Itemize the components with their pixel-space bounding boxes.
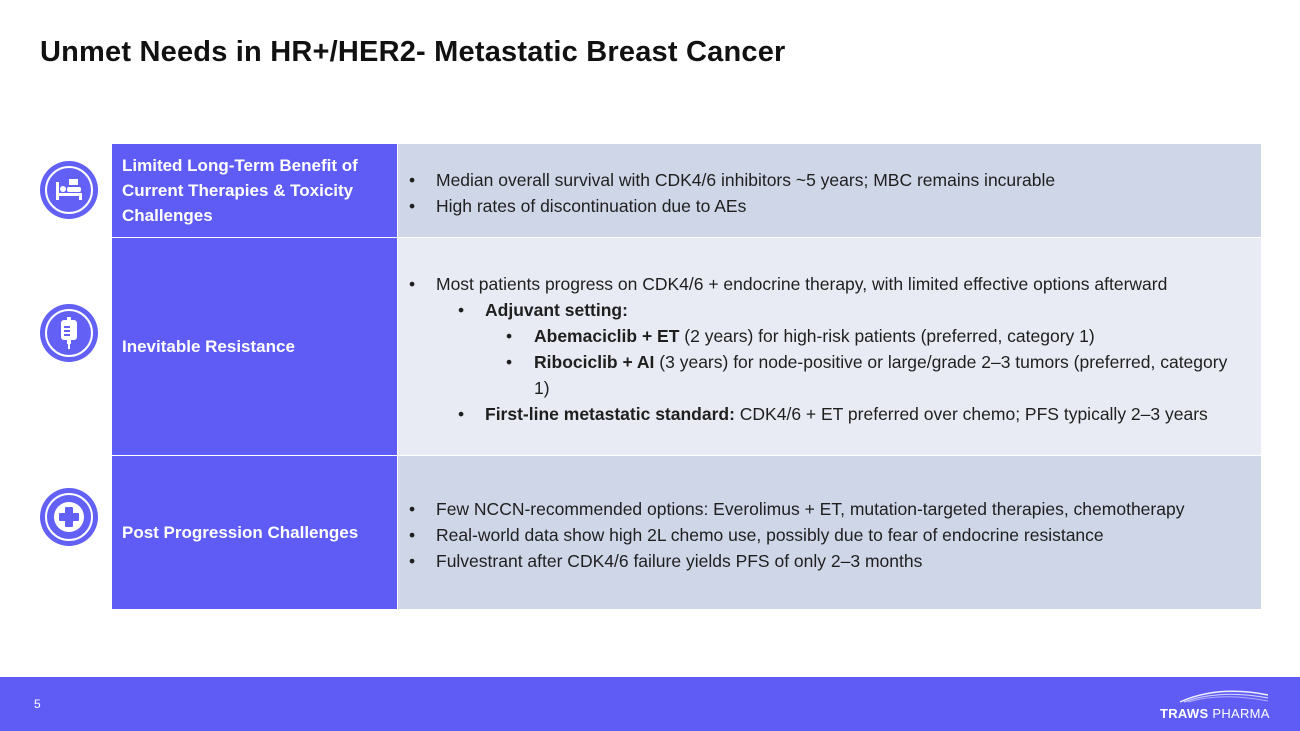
row-label: Inevitable Resistance — [112, 238, 398, 455]
bold-text: Adjuvant setting: — [485, 299, 628, 320]
brand-name: TRAWS PHARMA — [1160, 706, 1270, 721]
bullet-item: • Fulvestrant after CDK4/6 failure yields PFS of only 2–3 months — [408, 548, 1241, 574]
footer-bar — [0, 677, 1300, 731]
row-content — [398, 238, 1261, 455]
row-label: Post Progression Challenges — [112, 456, 398, 609]
bold-text: First-line metastatic standard: — [485, 403, 735, 424]
bullet-text: (2 years) for high-risk patients (preferred, category 1) — [679, 325, 1095, 346]
bullet-item: • High rates of discontinuation due to AEs — [408, 193, 1241, 219]
row-content — [398, 456, 1261, 609]
bullet-item — [408, 349, 1241, 401]
brand-logo — [1160, 687, 1272, 721]
table-row — [112, 144, 1261, 238]
bullet-item: • Median overall survival with CDK4/6 inhibitors ~5 years; MBC remains incurable — [408, 167, 1241, 193]
bullet-text: CDK4/6 + ET preferred over chemo; PFS typically 2–3 years — [734, 403, 1208, 424]
bullet-item: • Most patients progress on CDK4/6 + endocrine therapy, with limited effective options afterward — [408, 271, 1241, 297]
bullet-item: • Real-world data show high 2L chemo use, possibly due to fear of endocrine resistance — [408, 522, 1241, 548]
bullet-item — [408, 401, 1241, 427]
bullet-text: (3 years) for node-positive or large/grade 2–3 tumors (preferred, category 1) — [534, 351, 1228, 398]
table-row — [112, 456, 1261, 609]
table-row — [112, 238, 1261, 456]
bold-text: Abemaciclib + ET — [534, 325, 680, 346]
bullet-item — [408, 323, 1241, 349]
row-label: Limited Long-Term Benefit of Current Therapies & Toxicity Challenges — [112, 144, 398, 237]
medical-cross-icon — [40, 488, 98, 546]
bold-text: Ribociclib + AI — [534, 351, 655, 372]
hospital-bed-icon — [40, 161, 98, 219]
page-title: Unmet Needs in HR+/HER2- Metastatic Breast Cancer — [40, 36, 786, 68]
row-content — [398, 144, 1261, 237]
bullet-item — [408, 297, 1241, 323]
logo-swoosh-icon — [1178, 687, 1270, 703]
iv-bag-icon — [40, 304, 98, 362]
bullet-item: • Few NCCN-recommended options: Everolimus + ET, mutation-targeted therapies, chemotherapy — [408, 496, 1241, 522]
page-number: 5 — [34, 697, 41, 711]
unmet-needs-table — [112, 144, 1261, 609]
